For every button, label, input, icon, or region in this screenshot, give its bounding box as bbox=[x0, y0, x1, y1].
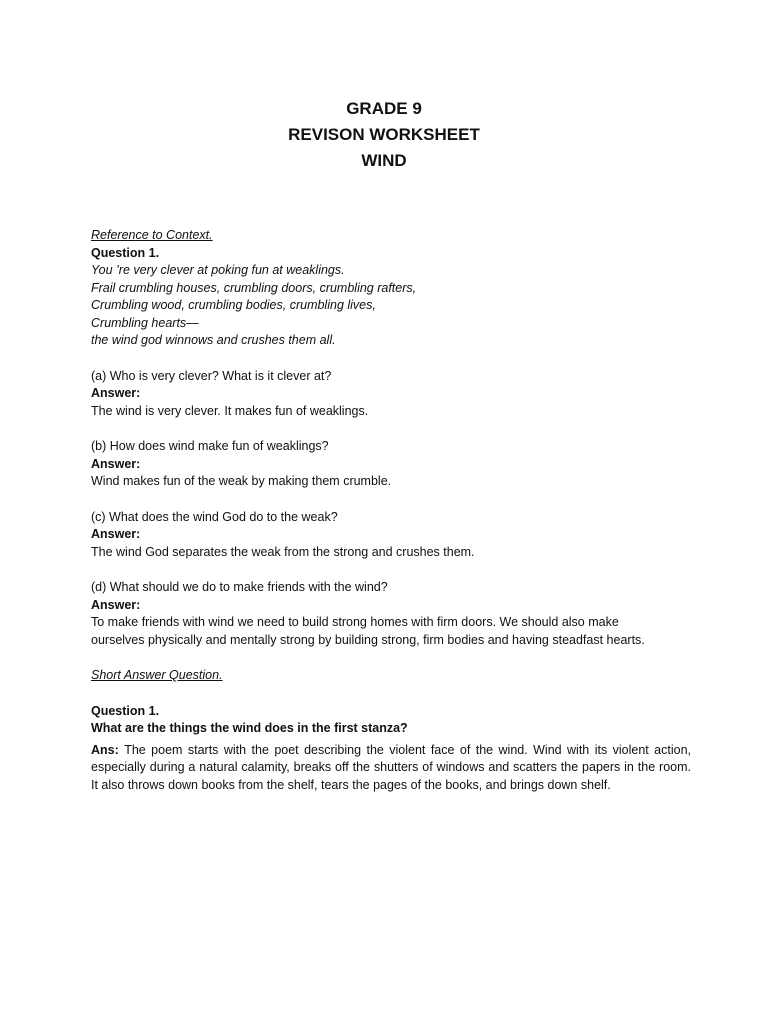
title-block bbox=[0, 96, 768, 174]
spacer bbox=[91, 350, 691, 368]
answer-label-b: Answer: bbox=[91, 456, 141, 471]
answer-a: The wind is very clever. It makes fun of weaklings. bbox=[91, 403, 369, 418]
answer-d-line: To make friends with wind we need to build strong homes with firm doors. We should also make bbox=[91, 615, 619, 629]
topic-title: WIND bbox=[361, 151, 407, 170]
worksheet-content bbox=[91, 227, 691, 794]
extract-line: Frail crumbling houses, crumbling doors, crumbling rafters, bbox=[91, 280, 417, 295]
extract-line: the wind god winnows and crushes them all. bbox=[91, 333, 336, 347]
spacer bbox=[91, 561, 691, 579]
answer-d-line: ourselves physically and mentally strong by building strong, firm bodies and having steadfast hearts. bbox=[91, 632, 645, 647]
grade-title: GRADE 9 bbox=[346, 99, 422, 118]
extract-line: Crumbling hearts— bbox=[91, 315, 199, 330]
spacer bbox=[91, 685, 691, 703]
answer-b: Wind makes fun of the weak by making them crumble. bbox=[91, 474, 392, 488]
answer-label-c: Answer: bbox=[91, 527, 141, 541]
short-answer-heading: Short Answer Question. bbox=[91, 668, 223, 682]
short-question-label: Question 1. bbox=[91, 703, 160, 718]
ans-label: Ans: bbox=[91, 742, 119, 757]
answer-label-a: Answer: bbox=[91, 386, 141, 400]
spacer bbox=[91, 420, 691, 438]
ref-context-heading: Reference to Context. bbox=[91, 228, 213, 242]
worksheet-title: REVISON WORKSHEET bbox=[288, 125, 480, 144]
ans-text: The poem starts with the poet describing the violent face of the wind. Wind with its violent action, especially during a natural calamity, breaks off the shutters of windows and scatters the papers in the room. It also throws down books from the shelf, tears the pages of the books, and brings down shelf. bbox=[91, 742, 691, 792]
spacer bbox=[91, 649, 691, 667]
answer-label-d: Answer: bbox=[91, 597, 141, 612]
short-question: What are the things the wind does in the first stanza? bbox=[91, 721, 408, 735]
answer-c: The wind God separates the weak from the strong and crushes them. bbox=[91, 544, 475, 559]
question-c: (c) What does the wind God do to the weak? bbox=[91, 509, 338, 524]
spacer bbox=[91, 491, 691, 509]
short-answer bbox=[91, 742, 691, 795]
ref-question-label: Question 1. bbox=[91, 245, 160, 260]
question-d: (d) What should we do to make friends with the wind? bbox=[91, 580, 388, 594]
extract-line: Crumbling wood, crumbling bodies, crumbling lives, bbox=[91, 298, 376, 312]
question-a: (a) Who is very clever? What is it clever at? bbox=[91, 368, 332, 383]
extract-line: You ’re very clever at poking fun at weaklings. bbox=[91, 263, 345, 277]
question-b: (b) How does wind make fun of weaklings? bbox=[91, 439, 329, 453]
